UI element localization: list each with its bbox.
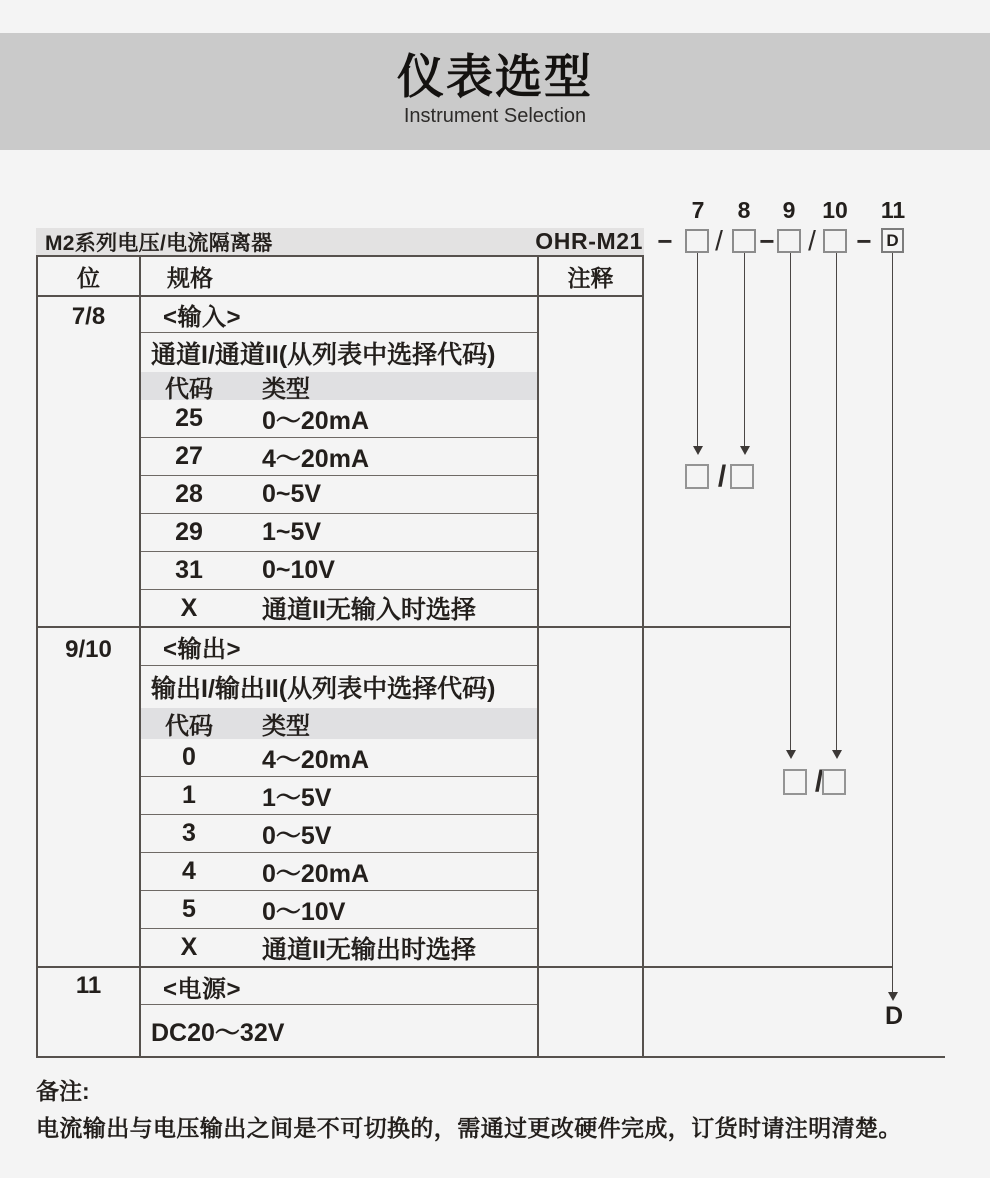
code-value: X: [180, 933, 198, 961]
input-subtitle: 通道I/通道II(从列表中选择代码): [151, 340, 496, 369]
table-bottom-rule: [36, 1056, 945, 1058]
code-type: 4～20mA: [262, 444, 369, 473]
notes-text: 电流输出与电压输出之间是不可切换的，需通过更改硬件完成，订货时请注明清楚。: [36, 1115, 902, 1141]
column-header-pos: 位: [38, 257, 141, 295]
code-type: 4～20mA: [262, 745, 369, 774]
code-row: [141, 929, 537, 966]
code-type: 通道II无输入时选择: [262, 596, 476, 624]
code-row: [141, 739, 537, 777]
code-value: 25: [175, 404, 203, 432]
section-output-note-cell: [539, 628, 642, 966]
code-digit-9: 9: [782, 197, 796, 223]
code-digit-7: 7: [691, 197, 705, 223]
slash-separator: /: [715, 225, 723, 256]
dash-separator: −: [657, 226, 673, 256]
column-header-note: 注释: [567, 264, 614, 291]
slash-separator: /: [814, 765, 824, 798]
code-type: 0～5V: [262, 821, 332, 850]
code-row: [141, 438, 537, 476]
notes-label: 备注:: [36, 1078, 90, 1104]
section-input-pos: 7/8: [38, 297, 141, 626]
code-type: 0～20mA: [262, 406, 369, 435]
slash-separator: /: [717, 460, 727, 493]
code-row: [141, 590, 537, 626]
slash-separator: /: [808, 225, 816, 256]
dash-separator: −: [759, 226, 775, 256]
section-output-pos: 9/10: [38, 628, 141, 966]
connector-line-7: [697, 253, 698, 447]
code-value: 4: [182, 857, 196, 885]
input-code-header: [141, 372, 537, 403]
input-channel2-box: [730, 464, 754, 489]
arrowhead-8: [740, 446, 750, 455]
arrowhead-9: [786, 750, 796, 759]
code-type: 1～5V: [262, 783, 332, 812]
output-code-header: [141, 708, 537, 739]
output-channel1-box: [783, 769, 807, 795]
code-value: 5: [182, 895, 196, 923]
code-type: 0~5V: [262, 480, 322, 508]
code-value: 27: [175, 442, 203, 470]
code-header-type: 类型: [262, 713, 310, 740]
code-type: 0～10V: [262, 897, 346, 926]
section-output-extension-line: [644, 626, 791, 628]
code-type: 0～20mA: [262, 859, 369, 888]
code-row: [141, 815, 537, 853]
code-header-code: 代码: [165, 713, 213, 740]
product-model: OHR-M21: [535, 228, 643, 254]
code-row: [141, 853, 537, 891]
selection-table: [36, 228, 644, 1058]
section-input: [38, 297, 642, 626]
section-power-pos: 11: [38, 968, 141, 1058]
code-value: X: [180, 593, 198, 622]
code-box-10: [823, 229, 847, 253]
code-header-code: 代码: [165, 375, 213, 403]
code-row: [141, 552, 537, 590]
page-header-band: [0, 33, 990, 150]
code-value: 3: [182, 819, 196, 847]
code-type: 0~10V: [262, 556, 335, 584]
arrowhead-10: [832, 750, 842, 759]
code-value: 28: [175, 480, 203, 508]
code-value: 1: [182, 781, 196, 809]
code-row: [141, 777, 537, 815]
page-title: 仪表选型: [397, 50, 593, 103]
table-body: [36, 255, 644, 1058]
connector-line-8: [744, 253, 745, 447]
code-digit-8: 8: [737, 197, 751, 223]
code-value: 29: [175, 518, 203, 546]
output-channel2-box: [822, 769, 846, 795]
section-power: [38, 966, 642, 1058]
code-row: [141, 476, 537, 514]
power-value: DC20～32V: [151, 1019, 285, 1047]
code-row: [141, 400, 537, 438]
code-value: 31: [175, 556, 203, 584]
code-box-11-d: D: [881, 228, 904, 253]
input-channel1-box: [685, 464, 709, 489]
code-digit-11: 11: [880, 197, 906, 223]
power-tag: <电源>: [141, 968, 537, 1005]
page-subtitle: Instrument Selection: [403, 105, 587, 127]
output-tag: <输出>: [141, 628, 537, 666]
column-header-spec: 规格: [141, 257, 539, 295]
product-header-band: [36, 228, 644, 255]
section-input-note-cell: [539, 297, 642, 626]
section-output: [38, 626, 642, 966]
code-type: 1~5V: [262, 518, 322, 546]
connector-line-9: [790, 253, 791, 751]
output-subtitle: 输出I/输出II(从列表中选择代码): [151, 675, 496, 703]
power-code-label: D: [884, 1002, 904, 1030]
arrowhead-11: [888, 992, 898, 1001]
section-power-note-cell: [539, 968, 642, 1058]
arrowhead-7: [693, 446, 703, 455]
input-tag: <输入>: [141, 297, 537, 333]
section-power-spec: [141, 968, 539, 1058]
connector-line-11: [892, 253, 893, 993]
dash-separator: −: [856, 226, 872, 256]
code-row: [141, 514, 537, 552]
connector-line-10: [836, 253, 837, 751]
code-value: 0: [182, 743, 196, 771]
column-header-row: [38, 255, 642, 297]
section-input-spec: [141, 297, 539, 626]
code-row: [141, 891, 537, 929]
section-output-spec: [141, 628, 539, 966]
code-header-type: 类型: [262, 375, 310, 403]
code-type: 通道II无输出时选择: [262, 935, 476, 964]
section-power-extension-line: [644, 966, 893, 968]
code-digit-10: 10: [822, 197, 848, 223]
product-name: M2系列电压/电流隔离器: [45, 231, 273, 255]
